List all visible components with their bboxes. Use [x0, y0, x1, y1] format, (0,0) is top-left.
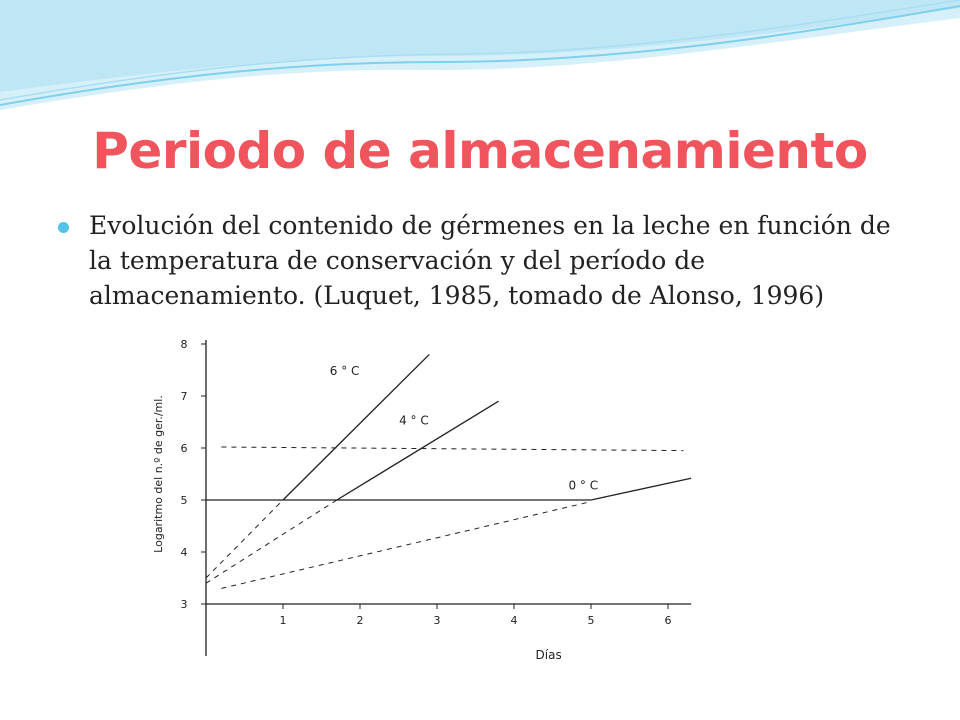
x-tick-label: 2 — [356, 614, 364, 627]
x-tick-label: 1 — [279, 614, 287, 627]
y-tick-label: 6 — [180, 442, 188, 455]
reference-dashed-line — [221, 447, 683, 451]
series-annotation-label: 6 ° C — [329, 364, 360, 379]
y-tick-label: 5 — [180, 494, 188, 507]
bullet-text: Evolución del contenido de gérmenes en la leche en función de la temperatura de conservación y del período de almacenamiento. (Luquet, 1985, tomado de Alonso, 1996) — [89, 211, 891, 310]
slide-title: Periodo de almacenamiento — [92, 122, 868, 180]
chart-lines — [206, 354, 691, 588]
x-tick-label: 6 — [664, 614, 672, 627]
germ-count-chart — [128, 332, 714, 674]
bullet-marker — [58, 222, 69, 233]
header-wave-decoration — [0, 0, 960, 130]
y-axis-label: Logaritmo del n.º de ger./ml. — [152, 395, 165, 553]
series-4c-dashed-line — [206, 500, 337, 583]
chart-axes — [206, 340, 691, 656]
y-tick-label: 7 — [180, 390, 188, 403]
x-tick-label: 4 — [510, 614, 518, 627]
series-0c-dashed-line — [221, 502, 591, 589]
series-annotation-label: 4 ° C — [399, 413, 429, 428]
x-tick-label: 3 — [433, 614, 441, 627]
series-0c-solid-line — [206, 478, 691, 500]
series-6c-dashed-line — [206, 500, 283, 578]
y-tick-label: 3 — [180, 598, 188, 611]
y-tick-label: 8 — [180, 338, 188, 351]
x-axis-label: Días — [535, 648, 562, 662]
series-annotation-label: 0 ° C — [568, 478, 599, 493]
x-tick-label: 5 — [587, 614, 595, 627]
y-tick-label: 4 — [180, 546, 188, 559]
